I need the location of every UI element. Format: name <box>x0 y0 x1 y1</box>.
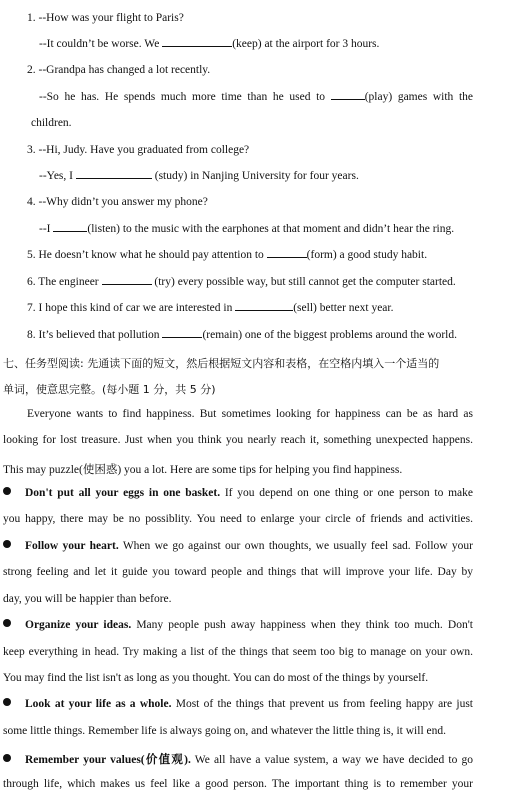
fill-blank[interactable] <box>162 45 232 47</box>
question-3-answer: --Yes, I (study) in Nanjing University for four years. <box>39 170 359 182</box>
section-heading: 七、任务型阅读: 先通读下面的短文，然后根据短文内容和表格，在空格内填入一个适当的 <box>3 357 440 370</box>
question-1-answer: --It couldn’t be worse. We (keep) at the airport for 3 hours. <box>39 38 380 50</box>
tip-1: Don't put all your eggs in one basket. If you depend on one thing or one person to make <box>3 487 473 499</box>
question-2-answer-cont: children. <box>31 117 72 129</box>
question-2-answer: --So he has. He spends much more time than he used to (play) games with the <box>39 91 473 103</box>
tip-3: Organize your ideas. Many people push away happiness when they think too much. Don't <box>3 619 473 631</box>
tip-2-line: day, you will be happier than before. <box>3 593 172 605</box>
fill-blank[interactable] <box>76 177 152 179</box>
question-6: 6. The engineer (try) every possible way, but still cannot get the computer started. <box>27 276 456 288</box>
fill-blank[interactable] <box>267 256 307 258</box>
passage-line: looking for lost treasure. Just when you think you nearly reach it, something unexpected happens. <box>3 434 473 446</box>
question-7: 7. I hope this kind of car we are interested in (sell) better next year. <box>27 302 394 314</box>
tip-4-line: some little things. Remember life is always going on, and whatever the little thing is, it will end. <box>3 725 446 737</box>
question-2: 2. --Grandpa has changed a lot recently. <box>27 64 211 76</box>
tip-5: Remember your values(价值观). We all have a value system, a way we have decided to go <box>3 751 473 767</box>
question-3: 3. --Hi, Judy. Have you graduated from college? <box>27 144 250 156</box>
question-8: 8. It’s believed that pollution (remain) one of the biggest problems around the world. <box>27 329 457 341</box>
bullet-icon <box>3 754 11 762</box>
tip-4: Look at your life as a whole. Most of the things that prevent us from feeling happy are just <box>3 698 473 710</box>
bullet-icon <box>3 698 11 706</box>
tip-2-line: strong feeling and let it guide you toward people and things that will improve your life. Day by <box>3 566 473 578</box>
bullet-icon <box>3 487 11 495</box>
bullet-icon <box>3 540 11 548</box>
fill-blank[interactable] <box>235 309 293 311</box>
passage-line: This may puzzle(使困惑) you a lot. Here are some tips for helping you find happiness. <box>3 464 403 476</box>
tip-1-line: you happy, there may be no possiblity. You need to enlarge your circle of friends and activities. <box>3 513 473 525</box>
passage-line: Everyone wants to find happiness. But sometimes looking for happiness can be as hard as <box>27 408 473 420</box>
fill-blank[interactable] <box>331 98 365 100</box>
question-1: 1. --How was your flight to Paris? <box>27 12 184 24</box>
fill-blank[interactable] <box>102 283 152 285</box>
tip-3-line: You may find the list isn't as long as you thought. You can do most of the things by yourself. <box>3 672 429 684</box>
section-heading-cont: 单词，使意思完整。(每小题 1 分，共 5 分) <box>3 383 216 396</box>
question-4-answer: --I (listen) to the music with the earphones at that moment and didn’t hear the ring. <box>39 223 455 235</box>
fill-blank[interactable] <box>53 230 87 232</box>
tip-3-line: keep everything in head. Try making a list of the things that seem too big to manage on your own. <box>3 646 473 658</box>
tip-5-line: through life, which makes us feel like a good person. The important thing is to remember your <box>3 778 473 790</box>
fill-blank[interactable] <box>162 336 202 338</box>
question-5: 5. He doesn’t know what he should pay attention to (form) a good study habit. <box>27 249 428 261</box>
question-4: 4. --Why didn’t you answer my phone? <box>27 196 208 208</box>
tip-2: Follow your heart. When we go against our own thoughts, we usually feel sad. Follow your <box>3 540 473 552</box>
bullet-icon <box>3 619 11 627</box>
